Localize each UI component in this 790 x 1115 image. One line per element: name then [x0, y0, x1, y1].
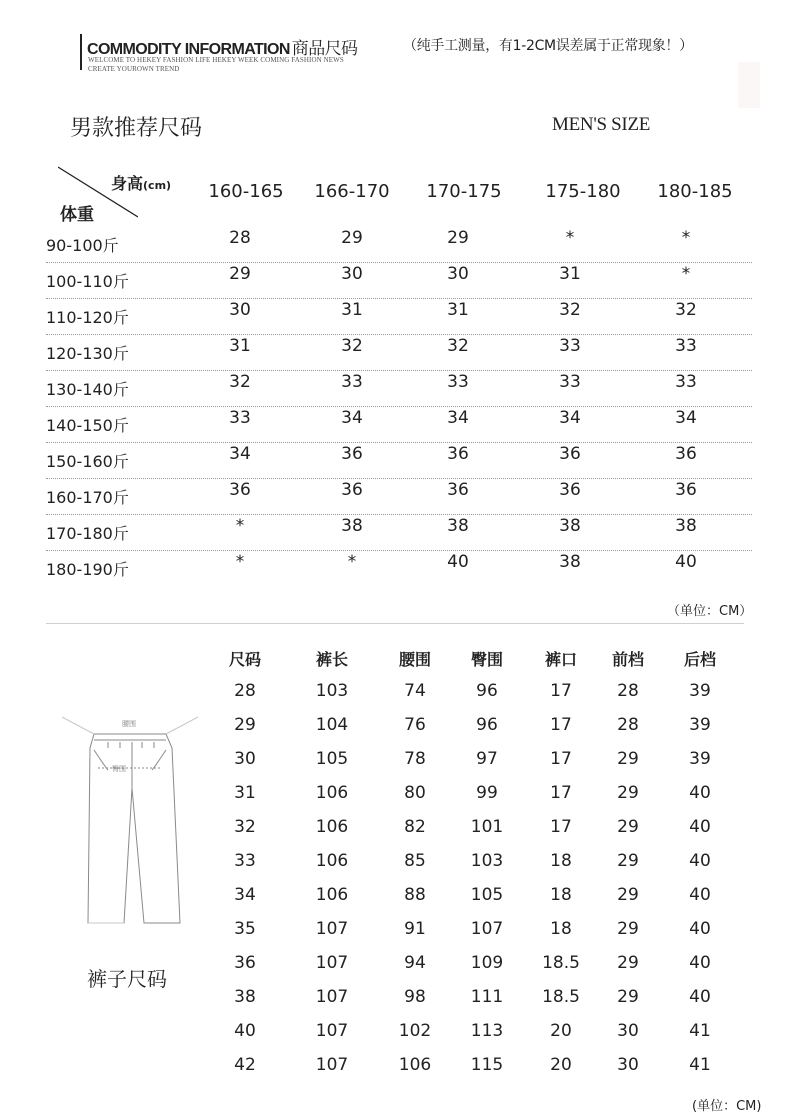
recommended-size-cell: 36 [559, 444, 581, 464]
measure-cell: 29 [617, 817, 639, 837]
measure-cell: 29 [617, 919, 639, 939]
measure-table-row [200, 783, 740, 817]
header-title-cn: 商品尺码 [291, 39, 358, 59]
measure-cell: 109 [470, 953, 504, 973]
measure-cell: 40 [689, 919, 711, 939]
size-chart-row [46, 226, 752, 263]
measure-cell: 107 [315, 1021, 349, 1041]
measure-cell: 76 [404, 715, 426, 735]
measure-cell: 105 [470, 885, 504, 905]
weight-range-label: 150-160斤 [46, 452, 129, 471]
measure-cell: 29 [617, 885, 639, 905]
measure-cell: 107 [315, 1055, 349, 1075]
measure-cell: 104 [315, 715, 349, 735]
measure-cell: 28 [617, 681, 639, 701]
recommended-size-cell: 33 [229, 408, 251, 428]
measure-column-header: 腰围 [398, 650, 431, 669]
recommended-size-cell: 34 [447, 408, 469, 428]
decorative-block [738, 62, 760, 108]
measure-cell: 111 [470, 987, 504, 1007]
measure-cell: 38 [234, 987, 256, 1007]
height-column-header: 166-170 [314, 181, 390, 202]
measure-cell: 32 [234, 817, 256, 837]
measure-cell: 106 [315, 851, 349, 871]
recommended-size-cell: 36 [229, 480, 251, 500]
diagram-hip-label: 臀围 [112, 765, 126, 773]
measure-table-row [200, 1055, 740, 1089]
measure-cell: 34 [234, 885, 256, 905]
measure-cell: 82 [404, 817, 426, 837]
height-column-header: 160-165 [208, 181, 284, 202]
weight-range-label: 160-170斤 [46, 488, 129, 507]
measure-cell: 106 [315, 885, 349, 905]
measure-cell: 28 [234, 681, 256, 701]
size-chart-title: 男款推荐尺码 [70, 116, 203, 141]
recommended-size-cell: 29 [447, 228, 469, 248]
recommended-size-cell: 31 [559, 264, 581, 284]
measure-cell: 115 [470, 1055, 504, 1075]
weight-range-label: 130-140斤 [46, 380, 129, 399]
measure-cell: 103 [470, 851, 504, 871]
measure-cell: 30 [234, 749, 256, 769]
measure-table-row [200, 1021, 740, 1055]
size-chart-row [46, 442, 752, 479]
recommended-size-cell: 31 [341, 300, 363, 320]
measure-column-header: 裤口 [544, 650, 577, 669]
recommended-size-cell: * [235, 552, 245, 572]
measure-cell: 17 [550, 681, 572, 701]
measure-column-header: 裤长 [315, 650, 348, 669]
recommended-size-cell: 31 [229, 336, 251, 356]
measure-cell: 36 [234, 953, 256, 973]
recommended-size-cell: 36 [447, 480, 469, 500]
measure-cell: 99 [476, 783, 498, 803]
recommended-size-cell: 29 [229, 264, 251, 284]
measure-table-row [200, 851, 740, 885]
measure-cell: 17 [550, 715, 572, 735]
recommended-size-cell: 32 [341, 336, 363, 356]
recommended-size-cell: 38 [675, 516, 697, 536]
height-unit: (cm) [143, 179, 172, 192]
measure-cell: 105 [315, 749, 349, 769]
measure-cell: 29 [617, 783, 639, 803]
measure-cell: 40 [689, 817, 711, 837]
recommended-size-cell: 34 [229, 444, 251, 464]
measure-cell: 80 [404, 783, 426, 803]
measure-column-header: 臀围 [470, 650, 503, 669]
recommended-size-cell: 33 [559, 372, 581, 392]
recommended-size-cell: 38 [559, 516, 581, 536]
measure-cell: 29 [617, 851, 639, 871]
weight-axis-label: 体重 [60, 205, 94, 225]
measure-cell: 20 [550, 1021, 572, 1041]
measure-cell: 113 [470, 1021, 504, 1041]
measure-cell: 39 [689, 681, 711, 701]
header-divider [80, 34, 82, 70]
measure-cell: 106 [315, 817, 349, 837]
height-column-header: 175-180 [545, 181, 621, 202]
measure-cell: 88 [404, 885, 426, 905]
weight-range-label: 100-110斤 [46, 272, 129, 291]
pants-diagram [62, 708, 210, 940]
recommended-size-cell: 32 [559, 300, 581, 320]
measure-cell: 78 [404, 749, 426, 769]
measure-cell: 98 [404, 987, 426, 1007]
measure-cell: 85 [404, 851, 426, 871]
measure-cell: 30 [617, 1021, 639, 1041]
measure-table-row [200, 953, 740, 987]
measure-cell: 17 [550, 783, 572, 803]
recommended-size-cell: 36 [447, 444, 469, 464]
measure-cell: 29 [234, 715, 256, 735]
recommended-size-cell: 38 [341, 516, 363, 536]
measure-cell: 74 [404, 681, 426, 701]
section-separator [46, 623, 744, 624]
measure-table-row [200, 817, 740, 851]
recommended-size-cell: * [565, 228, 575, 248]
measure-cell: 107 [315, 953, 349, 973]
recommended-size-cell: 36 [675, 444, 697, 464]
recommended-size-cell: 31 [447, 300, 469, 320]
recommended-size-cell: 28 [229, 228, 251, 248]
header-subtitle-1: WELCOME TO HEKEY FASHION LIFE HEKEY WEEK COMING FASHION NEWS [88, 56, 344, 64]
size-chart-title-en: MEN'S SIZE [552, 114, 651, 135]
weight-range-label: 90-100斤 [46, 236, 119, 255]
recommended-size-cell: 32 [675, 300, 697, 320]
recommended-size-cell: 40 [447, 552, 469, 572]
measure-cell: 29 [617, 953, 639, 973]
measure-table-row [200, 715, 740, 749]
diagram-waist-label: 腰围 [122, 720, 136, 728]
recommended-size-cell: 36 [559, 480, 581, 500]
measure-cell: 41 [689, 1055, 711, 1075]
measure-cell: 17 [550, 817, 572, 837]
recommended-size-cell: * [681, 264, 691, 284]
measure-table-row [200, 749, 740, 783]
measure-cell: 35 [234, 919, 256, 939]
measure-cell: 20 [550, 1055, 572, 1075]
recommended-size-cell: * [235, 516, 245, 536]
size-chart-row [46, 334, 752, 371]
measure-column-header: 前档 [611, 650, 644, 669]
height-label-text: 身高 [111, 174, 144, 193]
measure-cell: 33 [234, 851, 256, 871]
measure-cell: 17 [550, 749, 572, 769]
size-chart-row [46, 262, 752, 299]
recommended-size-cell: 30 [447, 264, 469, 284]
measure-cell: 41 [689, 1021, 711, 1041]
recommended-size-cell: 33 [559, 336, 581, 356]
measure-cell: 107 [315, 987, 349, 1007]
recommended-size-cell: 40 [675, 552, 697, 572]
measure-cell: 39 [689, 715, 711, 735]
measure-cell: 28 [617, 715, 639, 735]
recommended-size-cell: 30 [341, 264, 363, 284]
recommended-size-cell: 33 [675, 372, 697, 392]
measure-table-row [200, 681, 740, 715]
measure-cell: 18.5 [542, 987, 580, 1007]
measure-cell: 106 [398, 1055, 432, 1075]
measure-cell: 106 [315, 783, 349, 803]
recommended-size-cell: 34 [559, 408, 581, 428]
measure-table-row [200, 885, 740, 919]
recommended-size-cell: 33 [341, 372, 363, 392]
recommended-size-cell: 38 [447, 516, 469, 536]
recommended-size-cell: 34 [341, 408, 363, 428]
recommended-size-cell: * [347, 552, 357, 572]
recommended-size-cell: * [681, 228, 691, 248]
recommended-size-cell: 34 [675, 408, 697, 428]
recommended-size-cell: 36 [675, 480, 697, 500]
recommended-size-cell: 36 [341, 444, 363, 464]
measure-cell: 30 [617, 1055, 639, 1075]
measure-column-header: 后档 [683, 650, 716, 669]
measure-cell: 94 [404, 953, 426, 973]
size-chart-unit: （单位：CM） [667, 604, 753, 619]
measure-column-header: 尺码 [228, 650, 261, 669]
measure-cell: 107 [315, 919, 349, 939]
size-chart-row [46, 514, 752, 551]
measure-cell: 40 [689, 851, 711, 871]
weight-range-label: 140-150斤 [46, 416, 129, 435]
size-chart-row [46, 550, 752, 586]
measure-cell: 40 [689, 885, 711, 905]
recommended-size-cell: 36 [341, 480, 363, 500]
header-title-en: COMMODITY INFORMATION [87, 41, 290, 58]
measure-cell: 29 [617, 749, 639, 769]
measure-cell: 91 [404, 919, 426, 939]
measure-cell: 96 [476, 715, 498, 735]
measure-cell: 40 [234, 1021, 256, 1041]
measure-cell: 31 [234, 783, 256, 803]
measure-cell: 29 [617, 987, 639, 1007]
recommended-size-cell: 29 [341, 228, 363, 248]
recommended-size-cell: 32 [229, 372, 251, 392]
recommended-size-cell: 33 [675, 336, 697, 356]
measure-cell: 97 [476, 749, 498, 769]
measure-cell: 40 [689, 783, 711, 803]
measure-cell: 102 [398, 1021, 432, 1041]
recommended-size-cell: 30 [229, 300, 251, 320]
recommended-size-cell: 33 [447, 372, 469, 392]
size-chart-row [46, 478, 752, 515]
height-axis-label [111, 171, 171, 194]
weight-range-label: 180-190斤 [46, 560, 129, 579]
weight-range-label: 110-120斤 [46, 308, 129, 327]
size-chart-row [46, 406, 752, 443]
header-subtitle-2: CREATE YOUROWN TREND [88, 65, 180, 73]
measure-cell: 103 [315, 681, 349, 701]
pants-size-label: 裤子尺码 [87, 967, 167, 991]
measure-cell: 101 [470, 817, 504, 837]
height-column-header: 180-185 [657, 181, 733, 202]
measure-table-row [200, 987, 740, 1021]
measure-cell: 107 [470, 919, 504, 939]
size-chart-row [46, 298, 752, 335]
weight-range-label: 170-180斤 [46, 524, 129, 543]
measure-table-row [200, 919, 740, 953]
measure-cell: 40 [689, 953, 711, 973]
measure-cell: 18 [550, 851, 572, 871]
header-note: （纯手工测量，有1-2CM误差属于正常现象！） [403, 38, 693, 54]
measure-table-unit: (单位：CM) [692, 1099, 762, 1114]
recommended-size-cell: 38 [559, 552, 581, 572]
recommended-size-cell: 32 [447, 336, 469, 356]
measure-cell: 42 [234, 1055, 256, 1075]
measure-cell: 18 [550, 885, 572, 905]
measure-cell: 39 [689, 749, 711, 769]
size-chart-row [46, 370, 752, 407]
measure-cell: 18.5 [542, 953, 580, 973]
weight-range-label: 120-130斤 [46, 344, 129, 363]
height-column-header: 170-175 [426, 181, 502, 202]
measure-cell: 18 [550, 919, 572, 939]
measure-cell: 40 [689, 987, 711, 1007]
measure-cell: 96 [476, 681, 498, 701]
